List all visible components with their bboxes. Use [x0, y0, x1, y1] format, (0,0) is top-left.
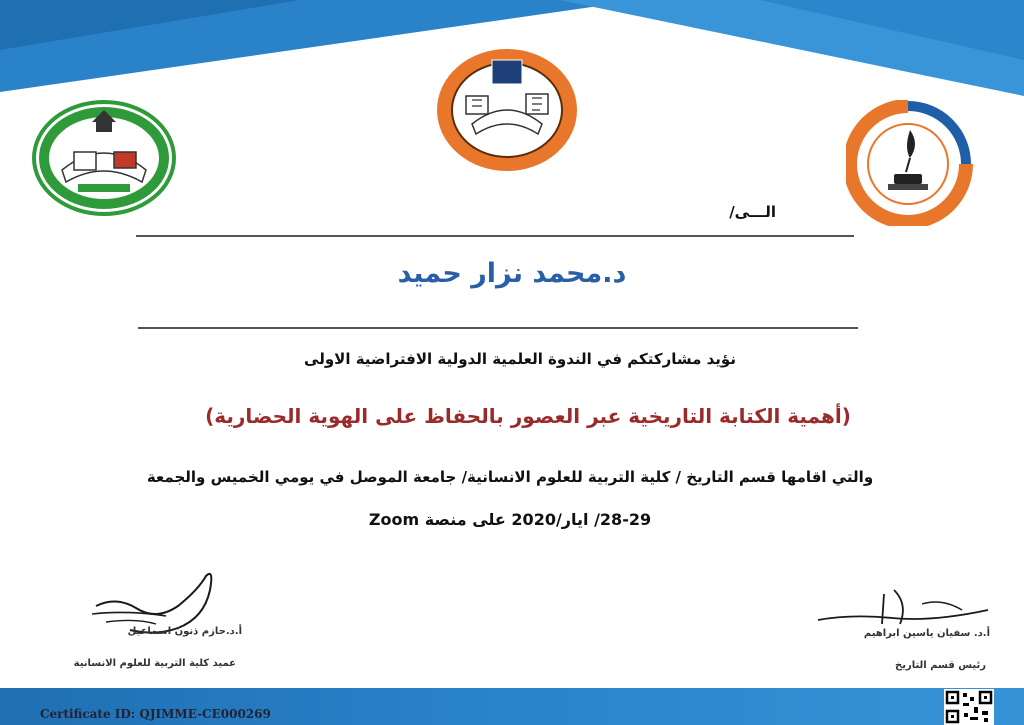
date-line: 28-29/ ايار/2020 على منصة Zoom	[368, 510, 652, 529]
seminar-title: (أهمية الكتابة التاريخية عبر العصور بالحفاظ على الهوية الحضارية)	[205, 404, 851, 428]
certificate-id: Certificate ID: QJIMME-CE000269	[40, 707, 271, 721]
right-signatory-name: أ.د. سفيان ياسين ابراهيم	[863, 628, 990, 639]
right-signatory-title: رئيس قسم التاريخ	[895, 660, 986, 671]
left-signatory-name: أ.د.حازم ذنون اسماعيل	[127, 626, 242, 637]
organizer-line: والتي اقامها قسم التاريخ / كلية التربية للعلوم الانسانية/ جامعة الموصل في يومي الخميس والجمعة	[146, 468, 874, 486]
history-department-icon	[846, 100, 976, 226]
recipient-name: د.محمد نزار حميد	[397, 258, 627, 289]
university-emblem-icon	[436, 48, 578, 172]
qr-code-icon	[944, 689, 994, 725]
college-emblem-icon	[32, 100, 176, 216]
name-underline-top	[136, 235, 854, 237]
to-label: الـــى/	[729, 203, 776, 221]
name-underline-bottom	[138, 327, 858, 329]
support-line: نؤيد مشاركتكم في الندوة العلمية الدولية الافتراضية الاولى	[304, 350, 736, 368]
left-signatory-title: عميد كلية التربية للعلوم الانسانية	[73, 658, 236, 669]
